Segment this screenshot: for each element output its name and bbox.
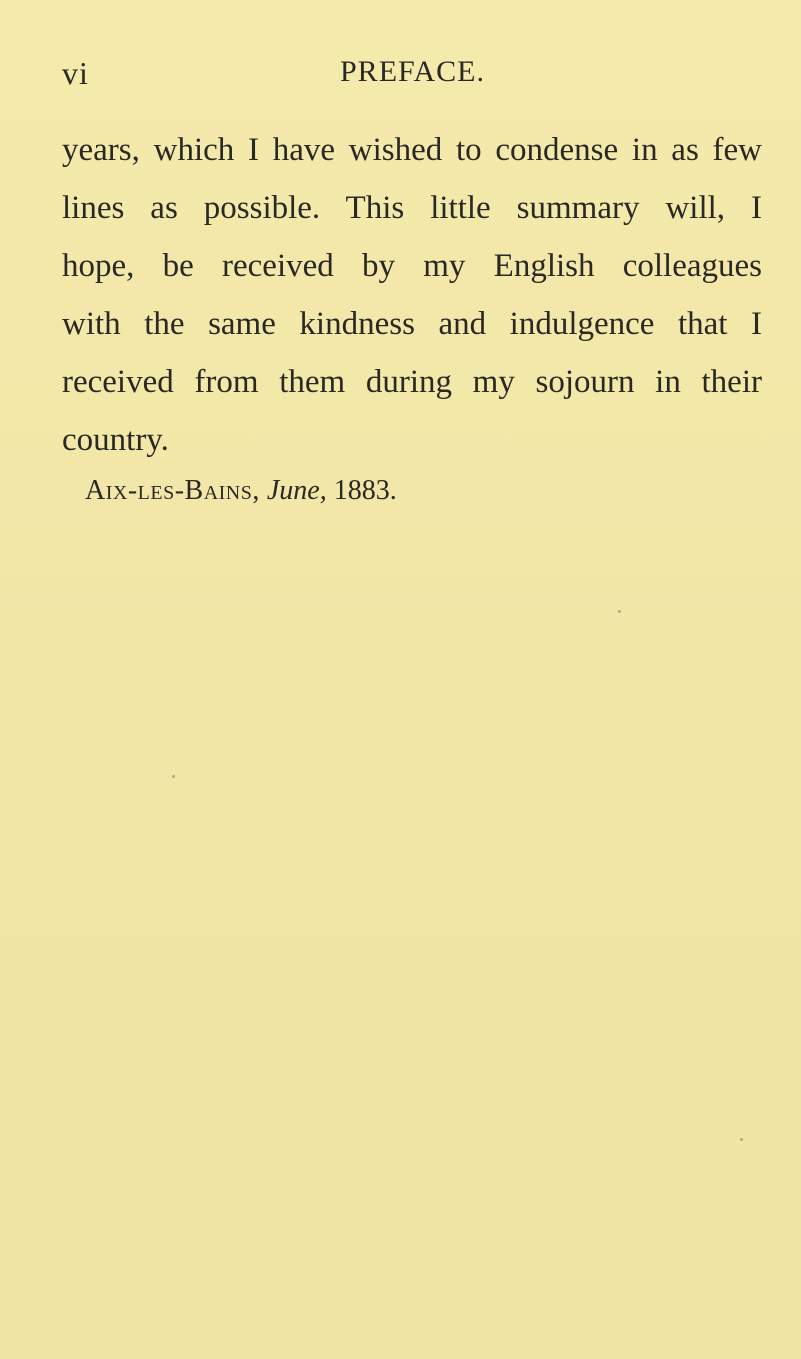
paper-speck bbox=[618, 610, 621, 613]
body-line: country. bbox=[62, 422, 169, 458]
signature-place: Aix-les-Bains, bbox=[85, 475, 260, 506]
body-line: years, which I have wished to condense in as few bbox=[62, 132, 762, 168]
signature-line bbox=[85, 475, 397, 507]
running-head: PREFACE. bbox=[340, 55, 485, 88]
body-line: hope, be received by my English colleagues bbox=[62, 248, 762, 284]
body-paragraph bbox=[62, 130, 762, 478]
paper-speck bbox=[740, 1138, 743, 1141]
signature-month: June, bbox=[266, 475, 327, 506]
signature-year: 1883. bbox=[333, 475, 397, 506]
page-header bbox=[62, 55, 762, 95]
paper-speck bbox=[172, 775, 175, 778]
page-number: vi bbox=[62, 55, 89, 91]
body-line: with the same kindness and indulgence that I bbox=[62, 306, 762, 342]
body-line: lines as possible. This little summary will, I bbox=[62, 190, 762, 226]
body-line: received from them during my sojourn in their bbox=[62, 364, 762, 400]
